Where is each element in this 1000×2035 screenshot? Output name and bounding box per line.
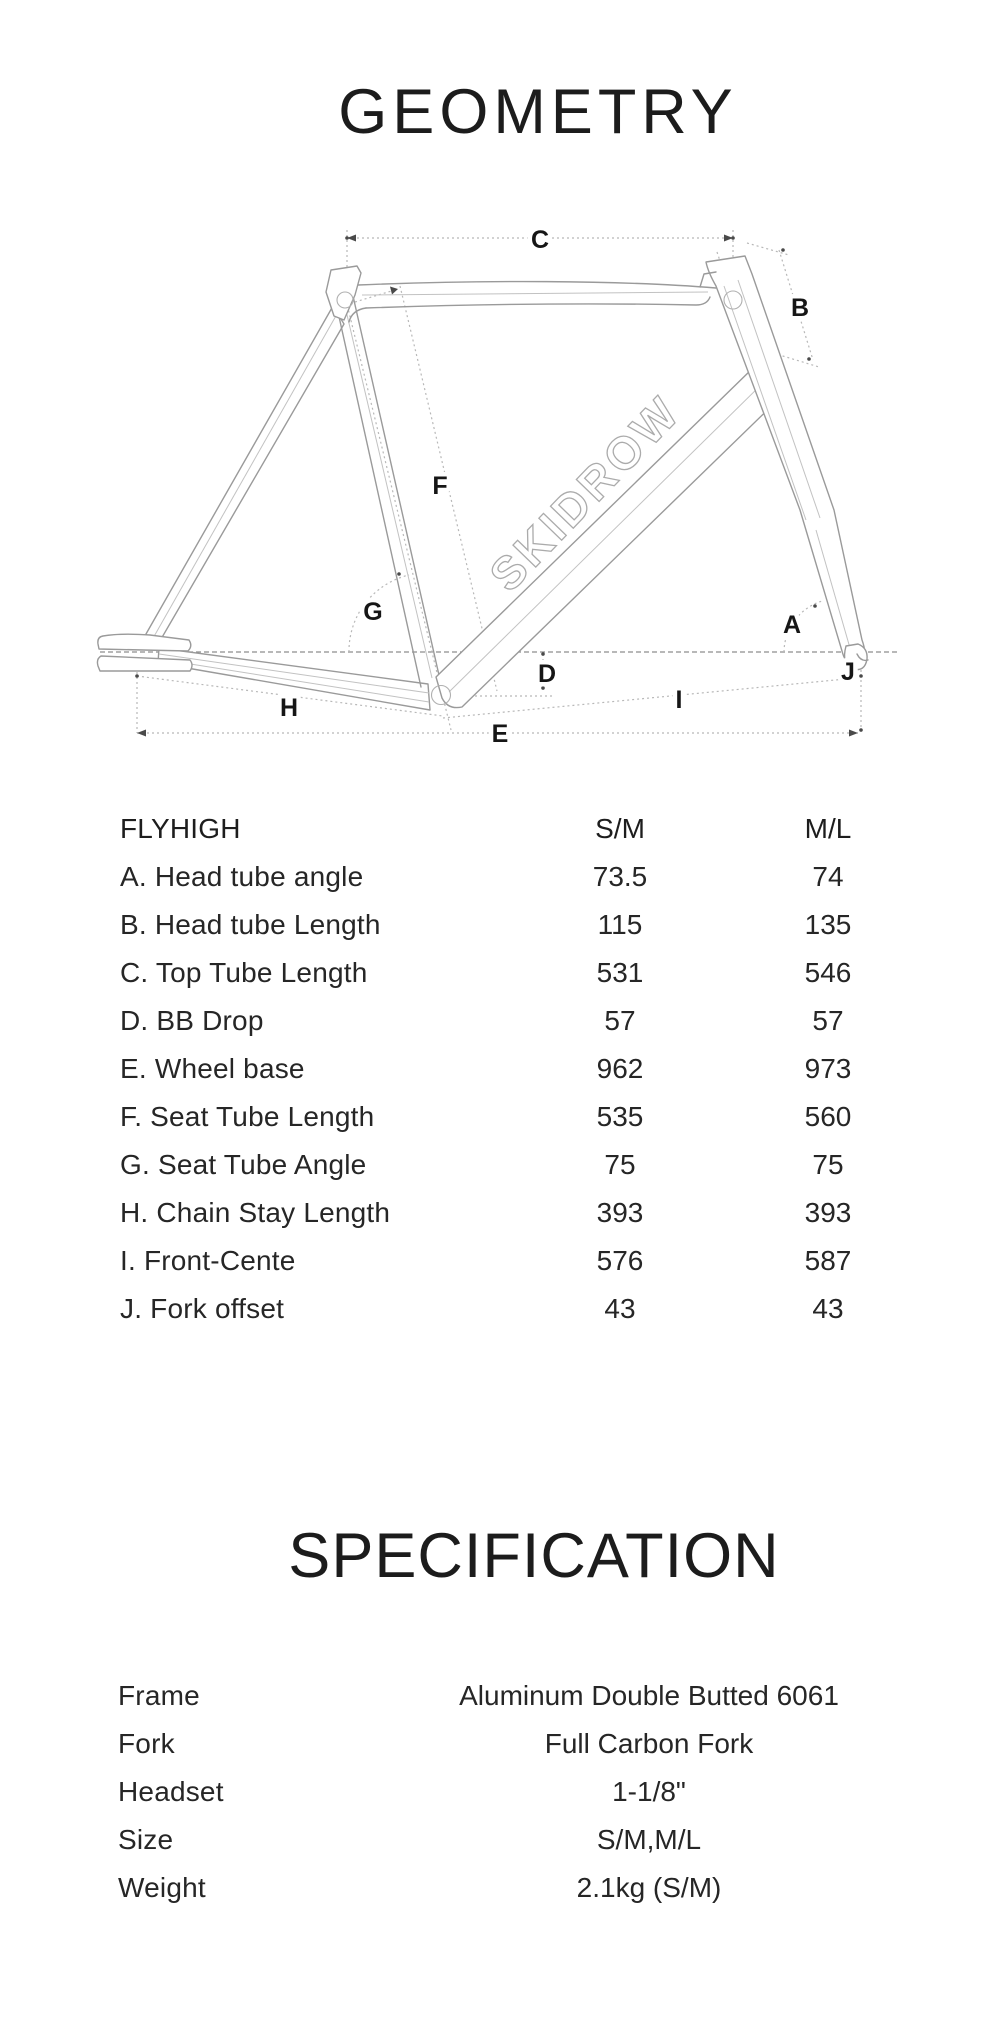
geo-row-sm: 531 xyxy=(596,957,644,988)
label-j: J xyxy=(841,658,855,686)
geo-row-ml: 135 xyxy=(804,909,852,940)
label-a: A xyxy=(782,611,802,639)
frame-outline xyxy=(97,256,868,710)
spec-row-value: S/M,M/L xyxy=(596,1824,702,1855)
geo-row-label: D. BB Drop xyxy=(120,1005,264,1036)
label-c: C xyxy=(530,226,550,254)
geo-row-ml: 57 xyxy=(812,1005,844,1036)
spec-row-label: Weight xyxy=(118,1872,206,1903)
geo-row-label: G. Seat Tube Angle xyxy=(120,1149,367,1180)
geo-row-label: B. Head tube Length xyxy=(120,909,381,940)
spec-row-value: 1-1/8" xyxy=(612,1776,686,1807)
dim-line-i xyxy=(443,678,856,718)
geometry-table-model: FLYHIGH xyxy=(120,813,241,844)
geometry-table xyxy=(120,805,916,1333)
geo-row-sm: 115 xyxy=(597,909,643,940)
label-h: H xyxy=(279,694,299,722)
geometry-table-col-ml: M/L xyxy=(804,813,852,844)
geo-row-sm: 57 xyxy=(604,1005,636,1036)
geo-row-label: E. Wheel base xyxy=(120,1053,305,1084)
geometry-table-col-sm: S/M xyxy=(595,813,645,844)
spec-row-label: Headset xyxy=(118,1776,224,1807)
label-i: I xyxy=(675,686,683,714)
dim-line-f xyxy=(400,286,497,691)
geo-row-label: H. Chain Stay Length xyxy=(120,1197,391,1228)
label-b: B xyxy=(790,294,810,322)
geo-row-ml: 74 xyxy=(812,861,844,892)
geo-row-sm: 393 xyxy=(596,1197,644,1228)
spec-row-label: Frame xyxy=(118,1680,200,1711)
spec-row-value: 2.1kg (S/M) xyxy=(576,1872,722,1903)
geo-row-sm: 43 xyxy=(604,1293,636,1324)
geo-row-label: J. Fork offset xyxy=(120,1293,285,1324)
specification-section-title: SPECIFICATION xyxy=(288,1521,780,1591)
seat-tube xyxy=(334,294,421,687)
geo-row-sm: 962 xyxy=(596,1053,644,1084)
top-tube xyxy=(358,282,716,288)
geo-row-label: C. Top Tube Length xyxy=(120,957,368,988)
label-d: D xyxy=(537,660,557,688)
specification-table xyxy=(118,1672,900,1912)
geometry-section-title: GEOMETRY xyxy=(338,77,738,147)
geo-row-sm: 535 xyxy=(596,1101,644,1132)
bike-frame-diagram xyxy=(0,210,1000,790)
geo-row-ml: 560 xyxy=(804,1101,852,1132)
geo-row-ml: 546 xyxy=(804,957,852,988)
geo-row-sm: 75 xyxy=(604,1149,636,1180)
seat-axis-line xyxy=(345,296,451,730)
spec-row-value: Aluminum Double Butted 6061 xyxy=(459,1680,839,1711)
geo-row-label: A. Head tube angle xyxy=(120,861,364,892)
rear-dropout xyxy=(98,634,191,651)
geo-row-sm: 576 xyxy=(596,1245,644,1276)
geo-row-ml: 393 xyxy=(804,1197,852,1228)
label-f: F xyxy=(432,472,448,500)
label-g: G xyxy=(363,598,383,626)
brand-logo-text: SKIDROW xyxy=(479,384,691,602)
geo-row-sm: 73.5 xyxy=(592,861,648,892)
label-e: E xyxy=(491,720,509,748)
geo-row-label: I. Front-Cente xyxy=(120,1245,296,1276)
spec-row-value: Full Carbon Fork xyxy=(544,1728,754,1759)
geo-row-ml: 973 xyxy=(804,1053,852,1084)
geo-row-ml: 43 xyxy=(812,1293,844,1324)
down-tube xyxy=(436,368,787,708)
spec-row-label: Size xyxy=(118,1824,174,1855)
spec-row-label: Fork xyxy=(118,1728,175,1759)
geo-row-ml: 587 xyxy=(804,1245,852,1276)
geo-row-label: F. Seat Tube Length xyxy=(120,1101,375,1132)
geo-row-ml: 75 xyxy=(812,1149,844,1180)
